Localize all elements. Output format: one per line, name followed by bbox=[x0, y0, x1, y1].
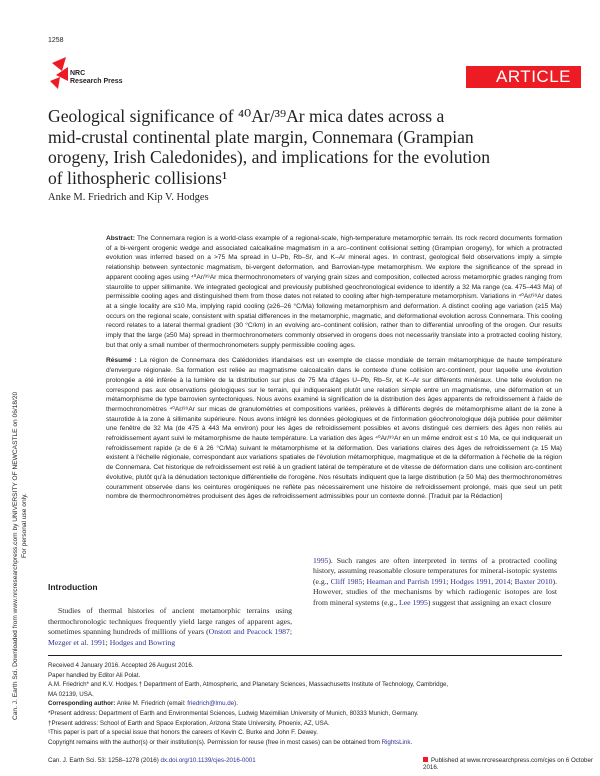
doi-link[interactable]: dx.doi.org/10.1139/cjes-2016-0001 bbox=[160, 757, 256, 764]
rightslink-link[interactable]: RightsLink bbox=[381, 738, 411, 746]
abstract-block bbox=[106, 234, 562, 508]
reference-link[interactable]: Cliff 1985 bbox=[330, 576, 363, 586]
reference-link[interactable]: Mezger et al. 1991 bbox=[48, 637, 106, 647]
abstract-label: Abstract: bbox=[106, 235, 135, 242]
resume-label: Résumé : bbox=[106, 357, 137, 365]
reference-link[interactable]: Onstott and Peacock 1987 bbox=[208, 627, 290, 637]
title-line: mid-crustal continental plate margin, Connemara (Grampian bbox=[48, 126, 474, 147]
email-link[interactable]: friedrich@lmu.de bbox=[187, 700, 235, 708]
article-type-banner bbox=[466, 66, 581, 88]
present-address-1: *Present address: Department of Earth and Environmental Sciences, Ludwig Maximilian University of Munich, 80333 Munich, Germany. bbox=[48, 709, 419, 717]
abstract-fr bbox=[106, 356, 562, 502]
affiliation: A.M. Friedrich* and K.V. Hodges.† Department of Earth, Atmospheric, and Planetary Sciences, Massachusetts Institute of Technology, Cambridge, bbox=[48, 681, 449, 689]
affiliation-cont: MA 02139, USA. bbox=[48, 690, 94, 698]
title-line: orogeny, Irish Caledonides), and implications for the evolution bbox=[48, 147, 491, 167]
article-type-label: ARTICLE bbox=[496, 67, 571, 86]
intro-right-column bbox=[313, 556, 557, 608]
reference-link[interactable]: Baxter 2010 bbox=[514, 576, 553, 586]
reference-link[interactable]: Lee 1995 bbox=[399, 597, 428, 607]
publisher-name: NRC Research Press bbox=[70, 70, 123, 85]
reference-link[interactable]: Heaman and Parrish 1991 bbox=[366, 576, 447, 586]
present-address-2: †Present address: School of Earth and Space Exploration, Arizona State University, Phoenix, AZ, USA. bbox=[48, 719, 330, 727]
footnote-divider bbox=[48, 655, 562, 656]
watermark-line: For personal use only. bbox=[21, 493, 28, 558]
special-issue-note: ¹This paper is part of a special issue that honors the careers of Kevin C. Burke and John F. Dewey. bbox=[48, 729, 318, 737]
title-line: Geological significance of ⁴⁰Ar/³⁹Ar mica dates across a bbox=[48, 106, 445, 126]
intro-paragraph: Studies of thermal histories of ancient metamorphic terrains using thermochronologic techniques frequently yield large ranges of apparent ages, sometimes spanning hundreds of millions of years (Onstott and Peacock 1987; Mezger et al. 1991; Hodges and Bowring bbox=[48, 606, 292, 647]
editor-note: Paper handled by Editor Ali Polat. bbox=[48, 671, 141, 679]
bullet-icon bbox=[423, 757, 428, 762]
abstract-en bbox=[106, 234, 562, 350]
published-footer: Published at www.nrcresearchpress.com/cjes on 6 October 2016. bbox=[423, 757, 593, 771]
abstract-text: The Connemara region is a world-class example of a regional-scale, high-temperature metamorphic terrain. Its rock record documents formation of a bi-vergent orogenic wedge and associated calcalkaline magmatism in a arc–continent collisional setting (Grampian orogeny), for which a protracted evolution was inferred based on a >75 Ma spread in U–Pb, Rb–Sr, and K–Ar mineral ages. In contrast, geological field observations imply a simple relationship between syntectonic magmatism, bi-vergent deformation, and Barrovian-type metamorphism. We explore the significance of the spread in apparent cooling ages using ⁴⁰Ar/³⁹Ar mica thermochronometers of varying grain sizes and composition, collected across metamorphic grades ranging from staurolite to upper sillimanite. We integrated geological and previously published geochronological evidence to identify a 32 Ma range (ca. 475–443 Ma) of permissible cooling ages and distinguished them from those dates not related to cooling after high-temperature metamorphism. Variations in ⁴⁰Ar/³⁹Ar dates at a single locality are ≤10 Ma, implying rapid cooling (≥26–26 °C/Ma) following metamorphism and deformation. A distinct cooling age variation (≥15 Ma) occurs on the regional scale, consistent with spatial differences in the metamorphic, magmatic, and deformational evolution across Connemara. This cooling record relates to a lateral thermal gradient (30 °C/km) in an evolving arc–continent collision, rather than to differential unroofing of the orogen. Our results imply that the large (≥50 Ma) spread in thermochronometers commonly observed in orogens does not necessarily translate into a protracted cooling history, but that only a small number of thermochronometers supply permissible cooling ages. bbox=[106, 235, 563, 349]
intro-left-column bbox=[48, 582, 292, 648]
section-heading: Introduction bbox=[48, 582, 98, 592]
citation-footer: Can. J. Earth Sci. 53: 1258–1278 (2016) dx.doi.org/10.1139/cjes-2016-0001 bbox=[48, 757, 256, 764]
paper-title bbox=[48, 106, 558, 188]
reference-link[interactable]: 2014 bbox=[495, 576, 511, 586]
watermark-line: Can. J. Earth Sci. Downloaded from www.nrcresearchpress.com by UNIVERSITY OF NEWCASTLE on 06/18/20 bbox=[12, 391, 19, 720]
page-number: 1258 bbox=[48, 37, 64, 44]
download-watermark bbox=[12, 200, 26, 720]
authors: Anke M. Friedrich and Kip V. Hodges bbox=[48, 192, 209, 203]
received-dates: Received 4 January 2016. Accepted 26 August 2016. bbox=[48, 662, 194, 669]
copyright-note: Copyright remains with the author(s) or their institution(s). Permission for reuse (free in most cases) can be obtained from RightsLink. bbox=[48, 738, 413, 746]
reference-link[interactable]: 1995 bbox=[313, 556, 329, 565]
reference-link[interactable]: Hodges 1991 bbox=[450, 576, 492, 586]
resume-text: La région de Connemara des Calédonides irlandaises est un exemple de classe mondiale de terrain métamorphique de haute température d'envergure régionale. Sa formation est reliée au magmatisme calcoalcalin dans le contexte d'une collision arc-continent, pour laquelle une évolution prolongée a été inférée à la lumière de la distribution sur plus de 75 Ma d'âges U–Pb, Rb–Sr, et K–Ar sur différents minéraux. Une telle évolution ne correspond pas aux observations géologiques sur le terrain, qui indiqueraient plutôt une relation simple entre un magmatisme, une déformation et un métamorphisme de type barrovien syntectoniques. Nous avons examiné la signification de la distribution des âges apparents de refroidissement à l'aide de thermochronomètres ⁴⁰Ar/³⁹Ar sur micas de granulométries et compositions variées, prélevés à différents degrés de métamorphisme allant de la zone à staurotide à la zone à sillimanite supérieure. Nous avons intégré les données géologiques et de l'information géochronologique déjà publiée pour délimiter une fenêtre de 32 Ma (de 475 à 443 Ma environ) pour les âges de refroidissement possibles et avons distingué ces derniers des âges non reliés au refroidissement ayant suivi le métamorphisme de haute température. La variation des âges ⁴⁰Ar/³⁹Ar en un même endroit est ≤ 10 Ma, ce qui indiquerait un refroidissement rapide (≥ de 6 à 26 °C/Ma) suivant le métamorphisme et la déformation. Des variations claires des âges de refroidissement (≥ 15 Ma) existent à l'échelle régionale, correspondant aux variations spatiales de l'évolution métamorphique, magmatique et de la déformation à l'échelle de la région de Connemara. Cet historique de refroidissement est relié à un gradient latéral de température et de vitesse de déformation dans une collision arc-continent évolutive, plutôt qu'à la dénudation tectonique différentielle de l'orogène. Nos résultats indiquent que la large distribution (≥ 50 Ma) des thermochronomètres couramment observée dans les ceintures orogéniques ne reflète pas nécessairement une histoire de refroidissement prolongé, mais que seul un petit nombre de thermochronomètres produisent des âges de refroidissement admissibles pour un contexte donné. [Traduit par la Rédaction] bbox=[106, 357, 562, 501]
title-line: of lithospheric collisions¹ bbox=[48, 167, 228, 188]
reference-link[interactable]: Hodges and Bowring bbox=[109, 637, 176, 647]
corresponding-author: Corresponding author: Anke M. Friedrich (email: friedrich@lmu.de). bbox=[48, 700, 238, 708]
intro-paragraph-cont: 1995). Such ranges are often interpreted in terms of a protracted cooling history, assuming reasonable closure temperatures for mineral-isotopic systems (e.g., Cliff 1985; Heaman and Parrish 1991; Hodges 1991, 2014; Baxter 2010). However, studies of the mechanisms by which radiogenic isotopes are lost from mineral systems (e.g., Lee 1995) suggest that assigning an exact closure bbox=[313, 556, 558, 607]
footnotes bbox=[48, 661, 562, 747]
